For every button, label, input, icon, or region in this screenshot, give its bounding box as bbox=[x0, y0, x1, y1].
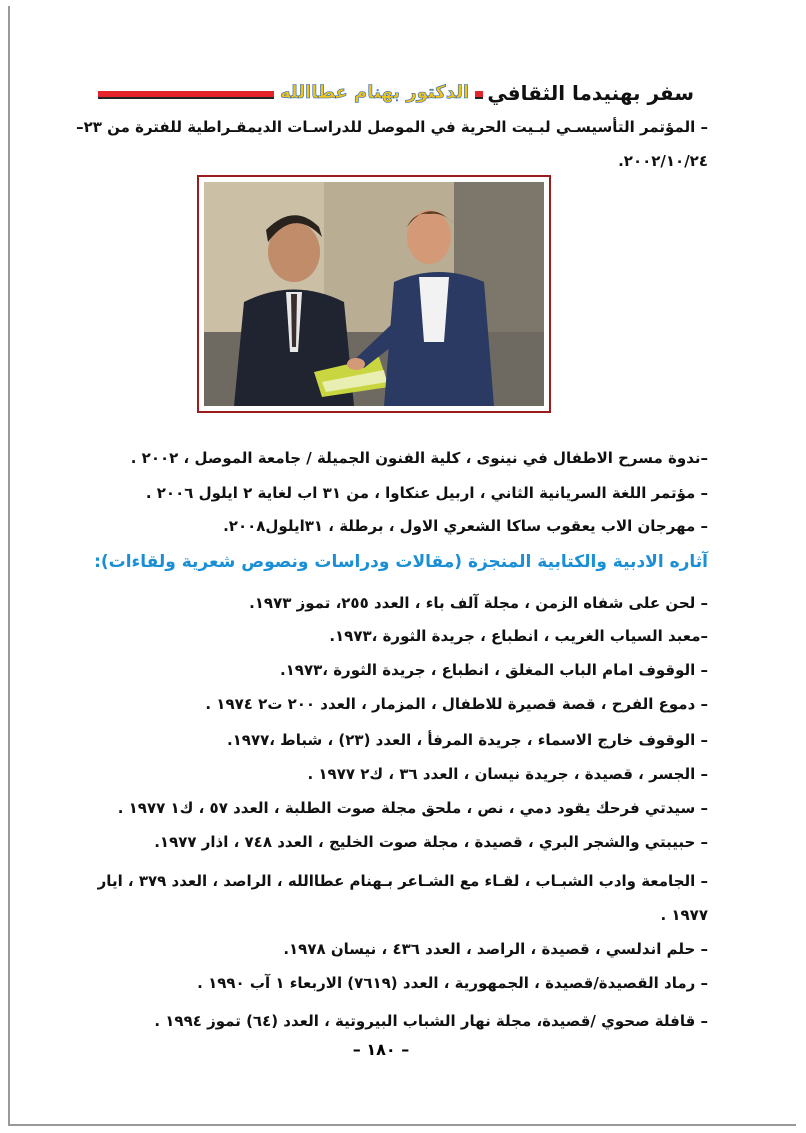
work-line: – دموع الفرح ، قصة قصيرة للاطفال ، المزمار ، العدد ٢٠٠ ت٢ ١٩٧٤ . bbox=[205, 695, 708, 713]
event-line: – مؤتمر اللغة السريانية الثاني ، اربيل عنكاوا ، من ٣١ اب لغاية ٢ ايلول ٢٠٠٦ . bbox=[145, 484, 708, 502]
work-line: – الجسر ، قصيدة ، جريدة نيسان ، العدد ٣٦ ، ك٢ ١٩٧٧ . bbox=[307, 765, 708, 783]
work-line: – حبيبتي والشجر البري ، قصيدة ، مجلة صوت الخليج ، العدد ٧٤٨ ، اذار ١٩٧٧. bbox=[154, 833, 708, 851]
work-line: – سيدتي فرحك يقود دمي ، نص ، ملحق مجلة صوت الطلبة ، العدد ٥٧ ، ك١ ١٩٧٧ . bbox=[117, 799, 708, 817]
header-author-name: الدكتور بهنام عطاالله bbox=[274, 80, 475, 106]
work-line: – الجامعة وادب الشبـاب ، لقـاء مع الشـاعر بـهنام عطاالله ، الراصد ، العدد ٣٧٩ ، ايار bbox=[97, 872, 708, 890]
intro-line: – المؤتمر التأسيسـي لبـيت الحرية في الموصل للدراسـات الديمقـراطية للفترة من ٢٣– bbox=[76, 118, 708, 136]
section-heading: آثاره الادبية والكتابية المنجزة (مقالات ودراسات ونصوص شعرية ولقاءات): bbox=[94, 552, 708, 572]
work-line: – الوقوف خارج الاسماء ، جريدة المرفأ ، العدد (٢٣) ، شباط ،١٩٧٧. bbox=[226, 731, 708, 749]
work-line: – الوقوف امام الباب المغلق ، انطباع ، جريدة الثورة ،١٩٧٣. bbox=[279, 661, 708, 679]
photo-image bbox=[204, 182, 544, 406]
work-line: ١٩٧٧ . bbox=[660, 906, 708, 924]
work-line: – رماد القصيدة/قصيدة ، الجمهورية ، العدد (٧٦١٩) الاربعاء ١ آب ١٩٩٠ . bbox=[197, 974, 708, 992]
work-line: – لحن على شفاه الزمن ، مجلة آلف باء ، العدد ٢٥٥، تموز ١٩٧٣. bbox=[249, 594, 708, 612]
work-line: – قافلة صحوي /قصيدة، مجلة نهار الشباب البيروتية ، العدد (٦٤) تموز ١٩٩٤ . bbox=[154, 1012, 708, 1030]
page-header bbox=[98, 80, 698, 106]
photo-illustration bbox=[204, 182, 544, 406]
work-line: –معبد السياب الغريب ، انطباع ، جريدة الثورة ،١٩٧٣. bbox=[329, 627, 708, 645]
work-line: – حلم اندلسي ، قصيدة ، الراصد ، العدد ٤٣٦ ، نيسان ١٩٧٨. bbox=[283, 940, 708, 958]
page-number: – ١٨٠ – bbox=[352, 1040, 410, 1059]
event-line: –ندوة مسرح الاطفال في نينوى ، كلية الفنون الجميلة / جامعة الموصل ، ٢٠٠٢ . bbox=[130, 449, 708, 467]
intro-line: ٢٠٠٢/١٠/٢٤. bbox=[618, 152, 708, 170]
header-book-title: سفر بهنيدما الثقافي bbox=[483, 80, 698, 106]
event-line: – مهرجان الاب يعقوب ساكا الشعري الاول ، برطلة ، ٣١ايلول٢٠٠٨. bbox=[223, 517, 708, 535]
photo-frame bbox=[197, 175, 551, 413]
